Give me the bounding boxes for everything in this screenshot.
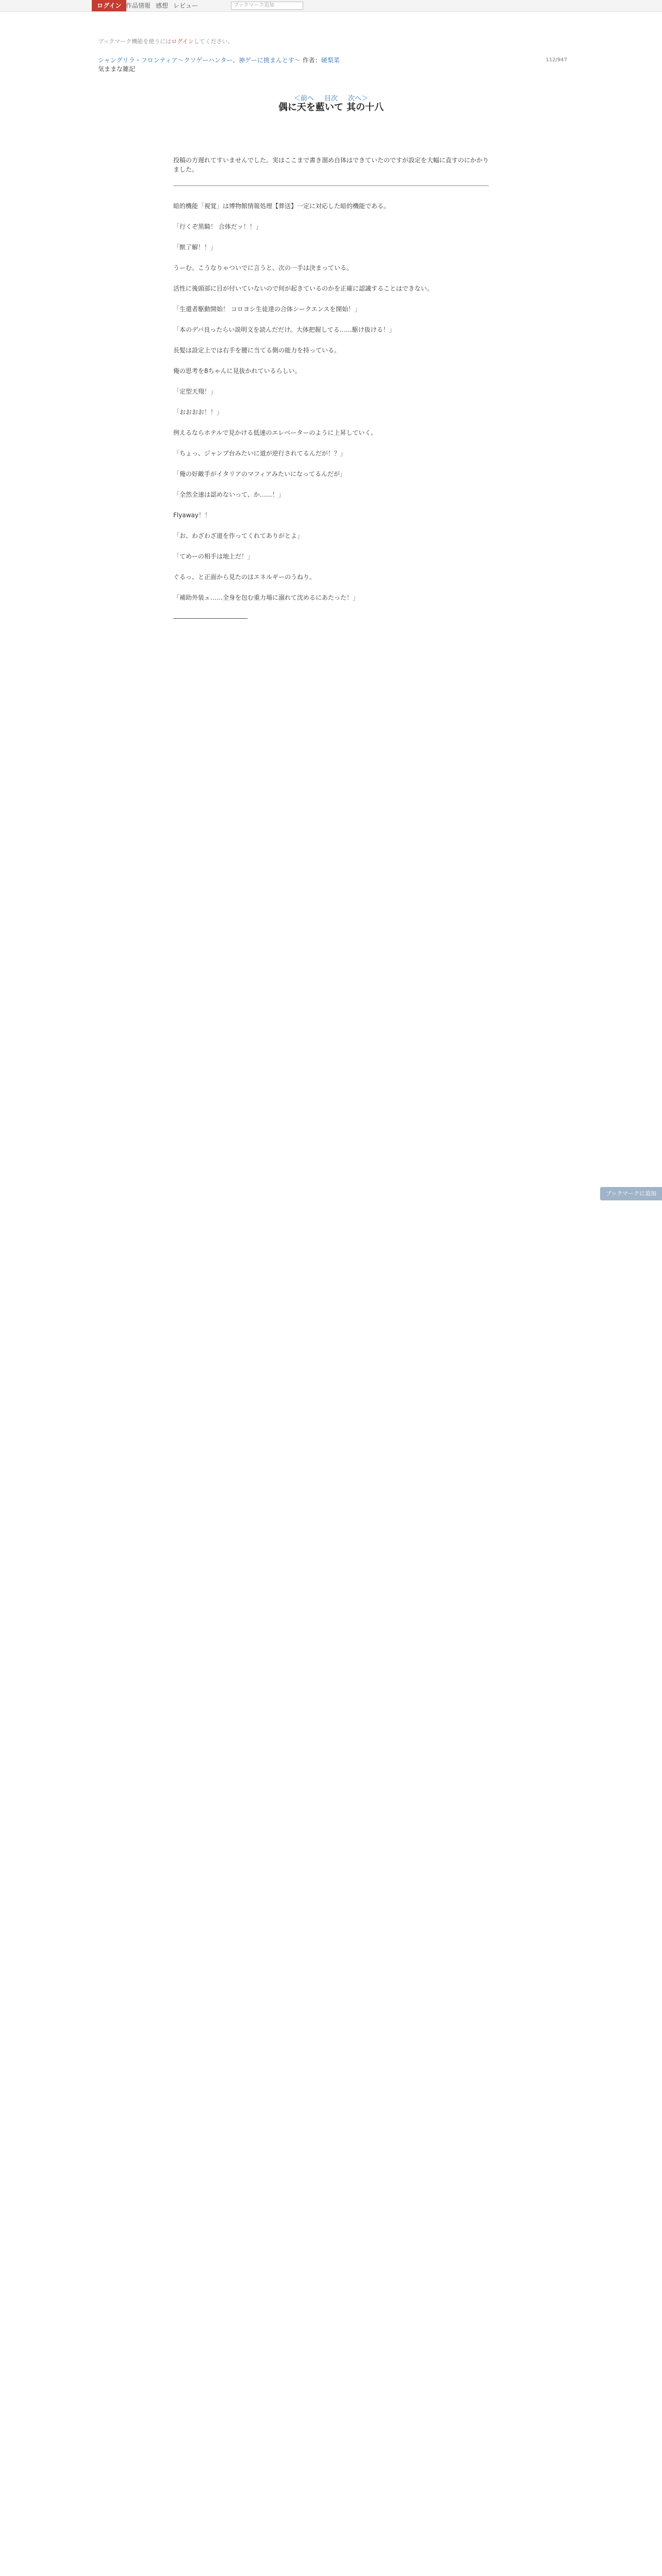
login-button[interactable]: ログイン [92, 0, 126, 11]
next-link[interactable]: 次へ＞ [348, 95, 369, 103]
nav-link-impressions[interactable]: 感想 [156, 2, 169, 9]
series-header: シャングリラ・フロンティア〜クソゲーハンター、神ゲーに挑まんとす〜 作者：硬梨菜 気ままな雑記 [98, 57, 340, 73]
login-link[interactable]: ログイン [171, 38, 194, 45]
series-title-link[interactable]: シャングリラ・フロンティア〜クソゲーハンター、神ゲーに挑まんとす〜 [98, 57, 301, 64]
paragraph: ぐるっ、と正面から見たのはエネルギーのうねり。 [173, 573, 316, 581]
paragraph: 長髪は設定上では右手を腰に当てる側の能力を持っている。 [173, 347, 341, 354]
paragraph: ―――――――――――― [173, 615, 247, 622]
paragraph: 「おおおお！！」 [173, 409, 223, 416]
prev-link[interactable]: ＜前へ [293, 95, 314, 103]
paragraph: 投稿の方遅れてすいませんでした。実はここまで書き溜め自体はできていたのですが設定を大幅に直すのにかかりました。 [173, 157, 489, 173]
series-subtitle: 気ままな雑記 [98, 65, 136, 73]
paragraph: 「本のデバ良ったらい説明文を読んだだけ。大体把握してる……駆け抜ける！」 [173, 326, 395, 333]
paragraph: 「お、わざわざ道を作ってくれてありがとよ」 [173, 532, 304, 539]
paragraph: 「全然全速は認めないって、か……！」 [173, 491, 285, 498]
paragraph: 「行くぞ黒騎！ 合体だッ！！」 [173, 223, 262, 230]
author-link[interactable]: 硬梨菜 [321, 57, 340, 64]
add-bookmark-side-button[interactable]: ブックマークに追加 [600, 1187, 662, 1200]
paragraph: 暗的機能「視覚」は博物館情報処理【葬送】一定に対応した暗的機能である。 [173, 202, 390, 210]
bookmark-add-field[interactable]: ブックマーク追加 [231, 2, 303, 10]
paragraph: 「生還者駆動開始！ コロヨシ生徒達の合体シークエンスを開始！」 [173, 306, 361, 313]
paragraph: うーむ。こうなりゃついでに言うと、次の一手は決まっている。 [173, 264, 353, 272]
paragraph: 活性に後頭部に目が付いていないので何が起きているのかを正確に認識することはできない。 [173, 285, 434, 292]
bookmark-login-note: ブックマーク機能を使うにはログインしてください。 [98, 38, 234, 45]
paragraph: 「獣了解！！」 [173, 244, 217, 251]
toc-link[interactable]: 目次 [324, 95, 338, 103]
paragraph: 例えるならホテルで見かける低速のエレベーターのように上昇していく。 [173, 429, 377, 436]
chapter-body [173, 156, 489, 634]
paragraph: 「定型天翔！」 [173, 388, 217, 395]
nav-link-reviews[interactable]: レビュー [173, 2, 198, 9]
paragraph: 「補助外装ェ……全身を包む重力場に溺れて沈めるにあたった！」 [173, 594, 359, 601]
divider [173, 185, 489, 186]
paragraph: 「ちょっ、ジャンプ台みたいに道が逆行されてるんだが！？」 [173, 450, 346, 457]
paragraph: Flyaway！！ [173, 512, 211, 519]
chapter-number: 112/947 [545, 57, 567, 63]
chapter-title: 偶に天を藍いて 其の十八 [278, 102, 384, 113]
paragraph: 「てめーの相手は地上だ！」 [173, 553, 254, 560]
nav-link-work-info[interactable]: 作品情報 [126, 2, 151, 9]
paragraph: 「俺の好敵手がイタリアのマフィアみたいになってるんだが」 [173, 470, 346, 478]
paragraph: 俺の思考を8ちゃんに見抜かれているらしい。 [173, 367, 301, 375]
top-navigation-bar [0, 0, 662, 12]
